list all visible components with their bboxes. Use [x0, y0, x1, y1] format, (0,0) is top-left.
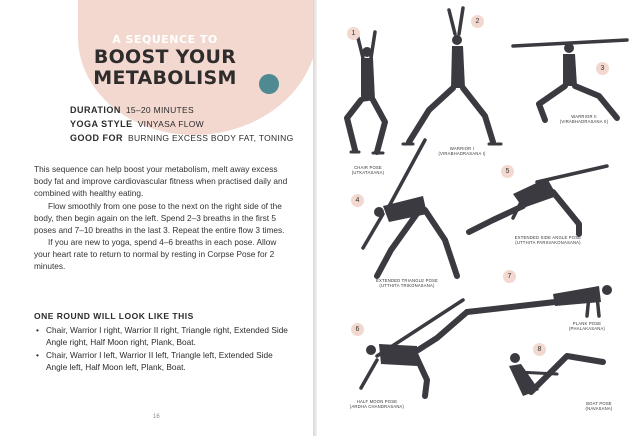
- page-number: 16: [153, 414, 160, 420]
- warrior-one-figure: [403, 8, 501, 144]
- pose-name: PLANK POSE: [572, 321, 602, 326]
- warrior-two-figure: [513, 40, 627, 120]
- pose-caption: [357, 278, 457, 288]
- left-page: [0, 0, 313, 436]
- page-title: [70, 47, 260, 89]
- pose-name: HALF MOON POSE: [356, 399, 398, 404]
- pose-sanskrit: (UTTHITA PARSVAKONASANA): [515, 240, 581, 245]
- pose-caption: [547, 321, 627, 331]
- pose-illustrations: [317, 0, 640, 436]
- chair-pose-figure: [347, 32, 385, 153]
- paragraph: This sequence can help boost your metabolism, melt away excess body fat and improve cardiovascular fitness when practised daily and combined with healthy eating.: [34, 164, 288, 198]
- half-moon-figure: [361, 300, 467, 396]
- pose-caption: [333, 165, 403, 175]
- pose-caption: [493, 235, 603, 245]
- title-line-2: METABOLISM: [93, 67, 237, 89]
- fact-yoga-style: [70, 117, 290, 131]
- pose-sanskrit: (UTKATASANA): [351, 170, 385, 175]
- fact-duration: [70, 103, 290, 117]
- pose-sanskrit: (VIRABHADRASANA II): [559, 119, 609, 124]
- pose-number: 4: [351, 194, 364, 207]
- extended-side-angle-figure: [469, 166, 607, 234]
- pose-sanskrit: (ARDHA CHANDRASANA): [349, 404, 405, 409]
- paragraph: Flow smoothly from one pose to the next on the right side of the body, then begin again on the left. Spend 2–3 breaths in the first 5 poses and 7–10 breaths in the last 3. Repeat the entire flow 3 times.: [34, 200, 285, 235]
- pose-caption: [337, 399, 417, 409]
- pose-sanskrit: (UTTHITA TRIKONASANA): [379, 283, 435, 288]
- pose-name: EXTENDED SIDE ANGLE POSE: [514, 235, 582, 240]
- fact-good-for: [70, 131, 294, 145]
- round-heading: ONE ROUND WILL LOOK LIKE THIS: [34, 311, 194, 321]
- triangle-pose-figure: [363, 140, 457, 276]
- right-page: [317, 0, 640, 436]
- fact-label: YOGA STYLE: [70, 119, 133, 129]
- round-list: [34, 325, 290, 375]
- pose-caption: [422, 146, 502, 156]
- fact-label: DURATION: [70, 105, 121, 115]
- pose-name: EXTENDED TRIANGLE POSE: [375, 278, 439, 283]
- pose-name: BOAT POSE: [586, 401, 612, 406]
- pose-number: 7: [503, 270, 516, 283]
- fact-value: VINYASA FLOW: [137, 119, 204, 129]
- pose-caption: [569, 401, 629, 411]
- pose-name: WARRIOR I: [449, 146, 475, 151]
- pose-name: WARRIOR II: [571, 114, 597, 119]
- list-item: • Chair, Warrior I right, Warrior II right, Triangle right, Extended Side Angle right, Half Moon right, Plank, Boat.: [34, 325, 290, 349]
- pose-sanskrit: (VIRABHADRASANA I): [438, 151, 486, 156]
- decorative-dot: [259, 74, 279, 94]
- facts-list: [70, 103, 294, 145]
- pose-number: 1: [347, 27, 360, 40]
- paragraph: If you are new to yoga, spend 4–6 breaths in each pose. Allow your heart rate to return to normal by resting in Corpse Pose for 2 minutes.: [34, 237, 277, 272]
- pose-caption: [539, 114, 629, 124]
- pose-number: 8: [533, 343, 546, 356]
- fact-value: 15–20 MINUTES: [125, 105, 194, 115]
- kicker: A SEQUENCE TO: [112, 33, 218, 46]
- pose-number: 5: [501, 165, 514, 178]
- body-text: [34, 164, 288, 274]
- pose-sanskrit: (PHALAKASANA): [568, 326, 606, 331]
- pose-number: 3: [596, 62, 609, 75]
- fact-label: GOOD FOR: [70, 133, 123, 143]
- fact-value: BURNING EXCESS BODY FAT, TONING: [128, 133, 294, 143]
- title-line-1: BOOST YOUR: [93, 46, 237, 68]
- pose-number: 6: [351, 323, 364, 336]
- boat-pose-figure: [509, 353, 603, 396]
- pose-sanskrit: (NAVASANA): [585, 406, 613, 411]
- list-item: • Chair, Warrior I left, Warrior II left, Triangle left, Extended Side Angle left, Half Moon left, Plank, Boat.: [34, 350, 290, 374]
- pose-name: CHAIR POSE: [354, 165, 382, 170]
- plank-figure: [467, 285, 612, 316]
- pose-number: 2: [471, 15, 484, 28]
